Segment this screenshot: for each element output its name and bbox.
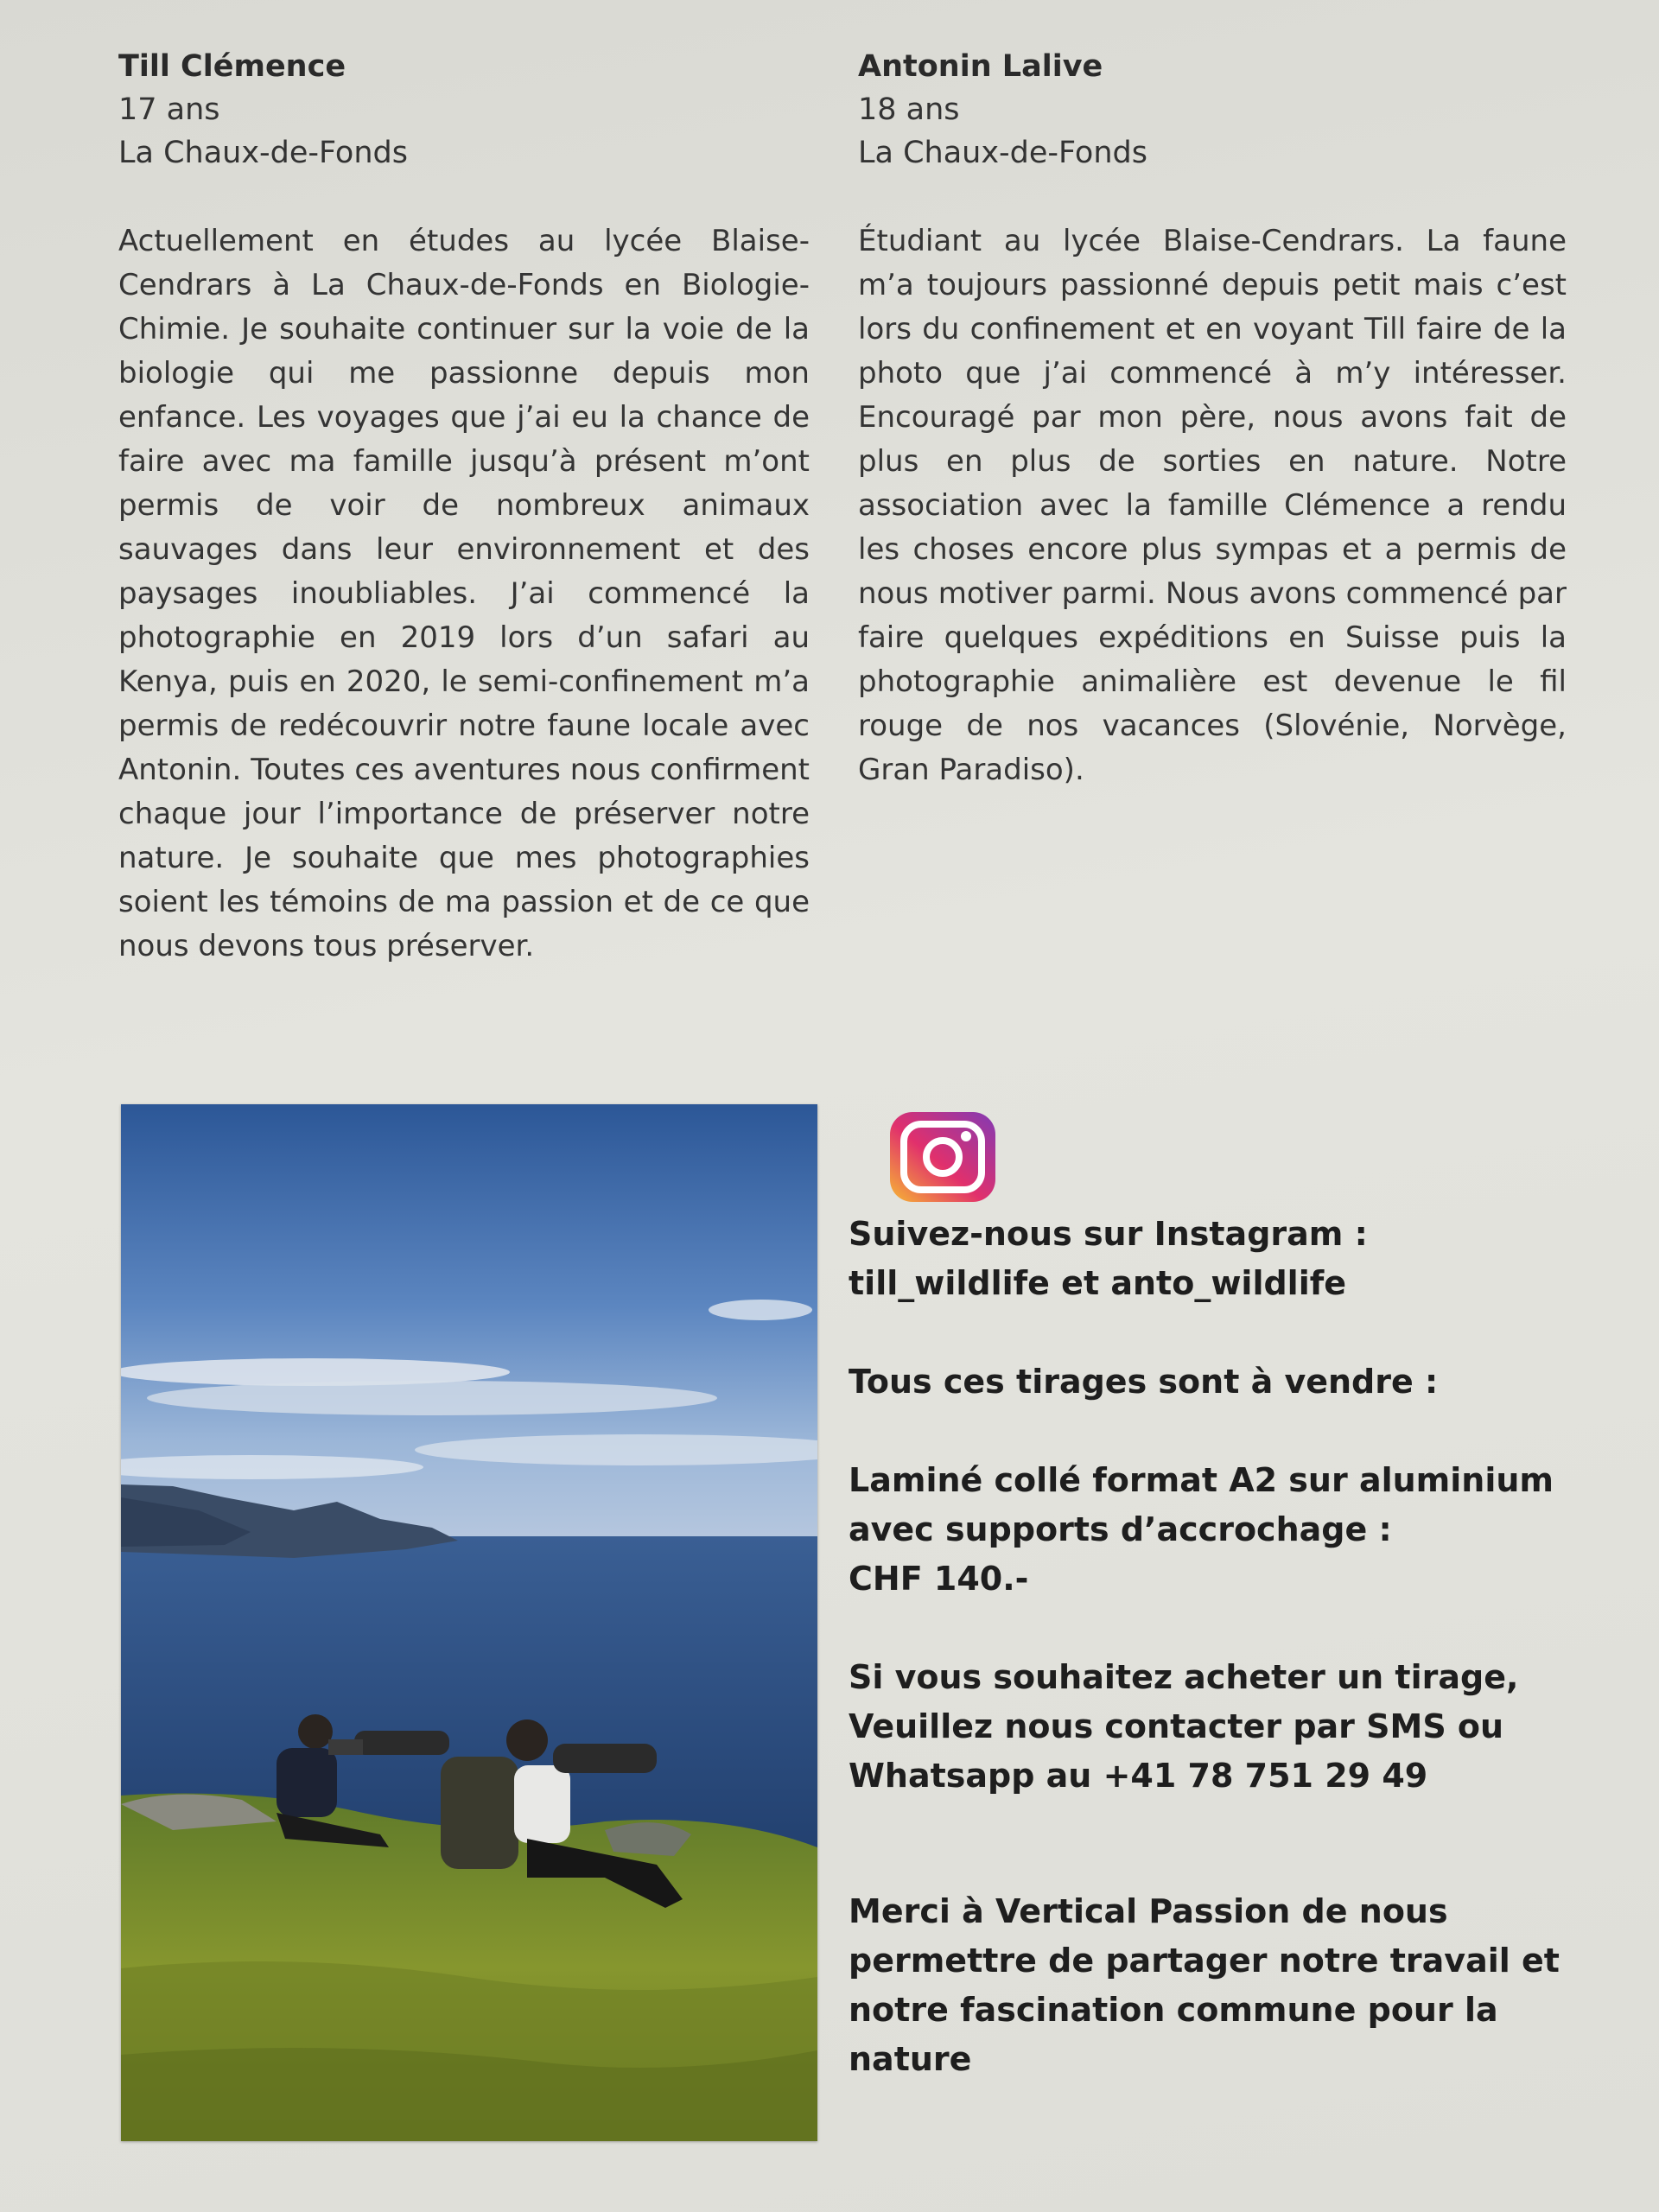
instagram-heading: Suivez-nous sur Instagram : (849, 1215, 1368, 1253)
bio-column-till (118, 45, 810, 969)
print-price: CHF 140.- (849, 1560, 1029, 1598)
author-bio-antonin: Étudiant au lycée Blaise-Cendrars. La faune m’a toujours passionné depuis petit mais c’est lors du confinement et en voyant Till faire de la photo que j’ai commencé à m’y intéresser. Encouragé par mon père, nous avons fait de plus en plus de sorties en nature. Notre association avec la famille Clémence a rendu les choses encore plus sympas et a permis de nous motiver parmi. Nous avons commencé par faire quelques expéditions en Suisse puis la photographie animalière est devenue le fil rouge de nos vacances (Slovénie, Norvège, Gran Paradiso). (858, 224, 1567, 787)
instagram-icon (888, 1110, 997, 1204)
print-format-line-2: avec supports d’accrochage : (849, 1510, 1392, 1548)
thanks-line-3: notre fascination commune pour la (849, 1991, 1498, 2029)
info-panel (849, 1210, 1560, 2084)
bio-column-antonin (858, 45, 1567, 792)
author-bio-till: Actuellement en études au lycée Blaise-Cendrars à La Chaux-de-Fonds en Biologie-Chimie. Je souhaite continuer sur la voie de la biologie qui me passionne depuis mon enfance. Les voyages que j’ai eu la chance de faire avec ma famille jusqu’à présent m’ont permis de voir de nombreux animaux sauvages dans leur environnement et des paysages inoubliables. J’ai commencé la photographie en 2019 lors d’un safari au Kenya, puis en 2020, le semi-confinement m’a permis de redécouvrir notre faune locale avec Antonin. Toutes ces aventures nous confirment chaque jour l’importance de préserver notre nature. Je souhaite que mes photographies soient les témoins de ma passion et de ce que nous devons tous préserver. (118, 224, 810, 963)
author-city-till: La Chaux-de-Fonds (118, 136, 408, 170)
print-format-line-1: Laminé collé format A2 sur aluminium (849, 1461, 1554, 1499)
author-city-antonin: La Chaux-de-Fonds (858, 136, 1147, 170)
thanks-line-2: permettre de partager notre travail et (849, 1942, 1560, 1980)
author-name-till: Till Clémence (118, 49, 346, 84)
thanks-line-1: Merci à Vertical Passion de nous (849, 1892, 1448, 1930)
contact-line-3: Whatsapp au +41 78 751 29 49 (849, 1757, 1428, 1795)
instagram-handles: till_wildlife et anto_wildlife (849, 1264, 1347, 1302)
author-age-till: 17 ans (118, 92, 220, 127)
author-age-antonin: 18 ans (858, 92, 960, 127)
contact-line-2: Veuillez nous contacter par SMS ou (849, 1707, 1504, 1745)
contact-line-1: Si vous souhaitez acheter un tirage, (849, 1658, 1519, 1696)
landscape-photo (121, 1104, 817, 2141)
sale-heading: Tous ces tirages sont à vendre : (849, 1363, 1439, 1401)
author-name-antonin: Antonin Lalive (858, 49, 1103, 84)
thanks-line-4: nature (849, 2040, 972, 2078)
